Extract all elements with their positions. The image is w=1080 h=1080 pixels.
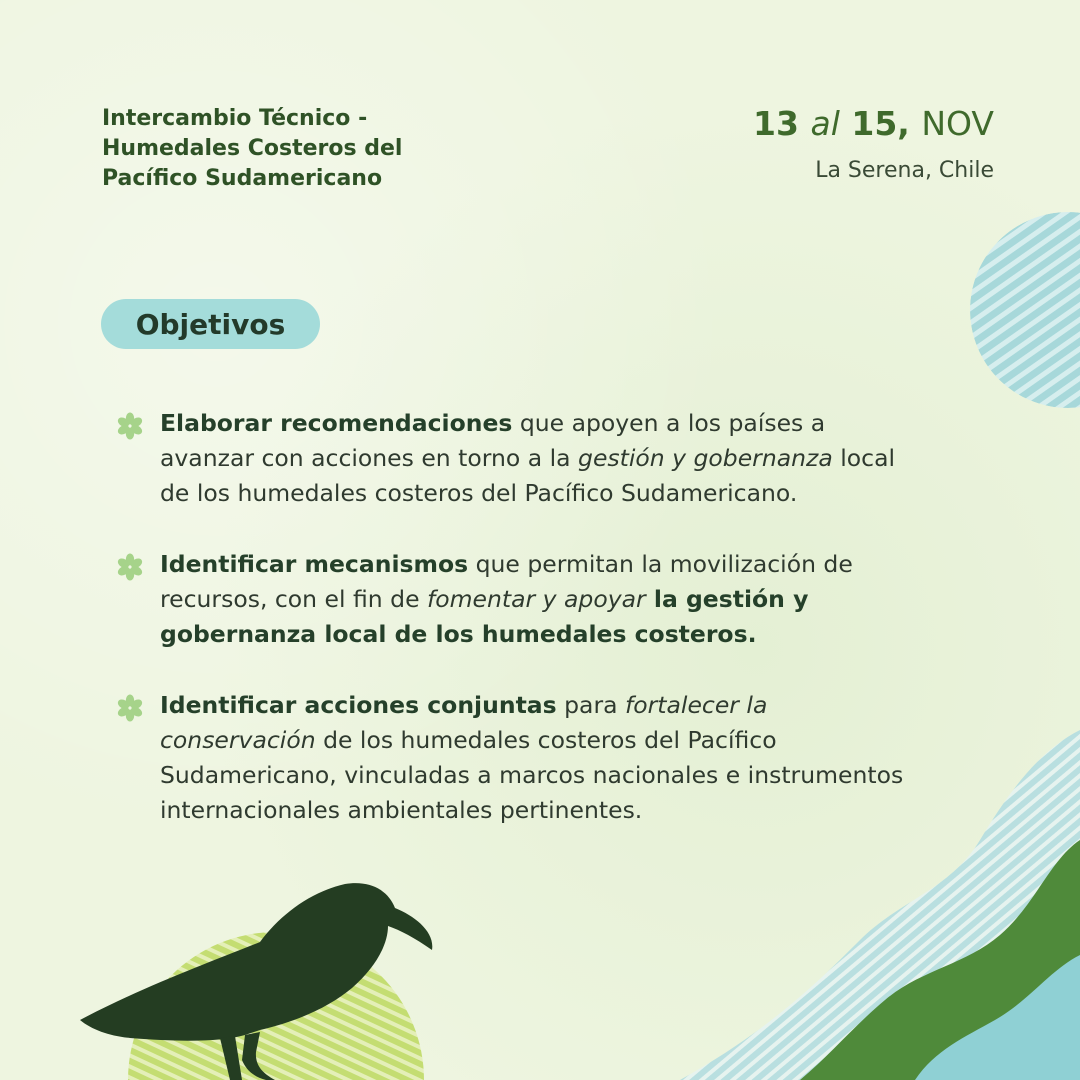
objective-text-segment: Identificar acciones conjuntas [160,691,557,719]
objective-text-segment: que permitan la movilización de recursos, con el fin de [160,550,853,613]
section-label: Objetivos [101,299,320,349]
objective-text-segment: fortalecer la conservación [160,691,768,754]
event-title-line: Humedales Costeros del [102,136,403,161]
event-title-line: Intercambio Técnico - [102,106,368,131]
objective-text-segment: que apoyen a los países a avanzar con acciones en torno a la [160,409,826,472]
objective-text-segment: local de los humedales costeros del Pacífico Sudamericano. [160,444,896,507]
date-start: 13 [753,104,799,143]
event-date [753,104,994,143]
objectives-list [116,406,916,864]
objective-text [160,550,853,648]
objective-text-segment: gestión y gobernanza [578,444,833,472]
wave-circle-icon [960,210,1080,410]
objective-text-segment: la gestión y gobernanza local de los humedales costeros. [160,585,809,648]
event-title-line: Pacífico Sudamericano [102,166,383,191]
objective-text-segment: Elaborar recomendaciones [160,409,513,437]
date-end: 15, [851,104,910,143]
objective-text [160,691,903,824]
objective-item [116,547,916,652]
asterisk-flower-icon [116,694,144,722]
asterisk-flower-icon [116,412,144,440]
objective-text-segment: de los humedales costeros del Pacífico Sudamericano, vinculadas a marcos nacionales e instrumentos internacionales ambientales pertinentes. [160,726,904,824]
asterisk-flower-icon [116,553,144,581]
objective-text [160,409,895,507]
date-connector: al [810,104,840,143]
objective-text-segment: Identificar mecanismos [160,550,469,578]
objective-item [116,688,916,828]
event-location: La Serena, Chile [815,158,994,183]
date-month: NOV [921,104,994,143]
objective-item [116,406,916,511]
objective-text-segment: para [556,691,625,719]
event-title [102,104,442,194]
bird-silhouette-icon [70,870,450,1080]
objective-text-segment: fomentar y apoyar [427,585,646,613]
